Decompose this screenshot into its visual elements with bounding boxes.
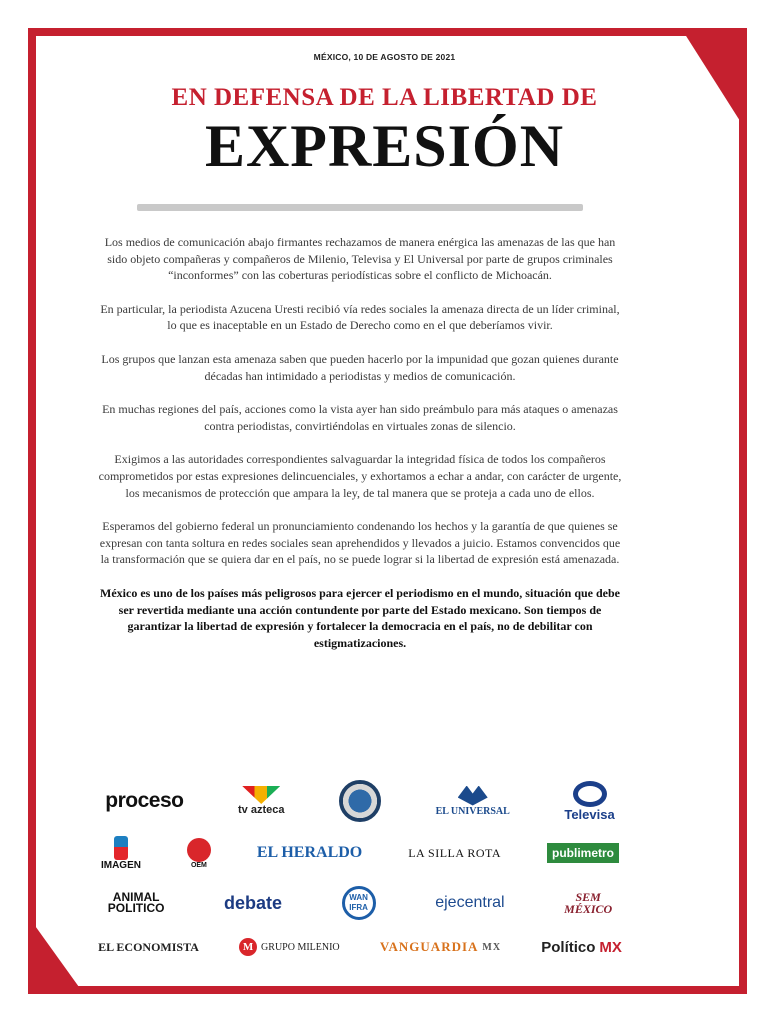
sem-mexico-line-2: MÉXICO xyxy=(564,902,613,916)
animal-politico-line-1: ANIMAL xyxy=(112,890,160,904)
politico-label: Político xyxy=(541,938,596,956)
paragraph-5: Exigimos a las autoridades correspondientes salvaguardar la integridad física de todos los compañeros comprometidos por estas expresiones delincuenciales, y exhortamos a echar a andar, con carácter de urgente, los mecanismos de protección que ampara la ley, de tal manera que se proteja a cada uno de ellos. xyxy=(98,452,622,500)
logo-el-universal xyxy=(436,786,510,817)
politico-mx-label: MX xyxy=(599,938,622,956)
imagen-label: IMAGEN xyxy=(100,859,141,871)
logo-row-3 xyxy=(78,880,642,926)
logo-el-heraldo: EL HERALDO xyxy=(256,844,363,861)
televisa-eye-icon xyxy=(573,781,607,807)
date-line: MÉXICO, 10 DE AGOSTO DE 2021 xyxy=(313,52,456,62)
logo-imagen xyxy=(101,836,141,871)
logo-animal-politico xyxy=(108,892,165,914)
grupo-milenio-label: GRUPO MILENIO xyxy=(261,941,340,953)
logo-politico-mx xyxy=(541,939,622,956)
tv-azteca-label: tv azteca xyxy=(238,804,285,816)
logo-vanguardia xyxy=(380,939,501,955)
el-universal-label: EL UNIVERSAL xyxy=(435,805,510,817)
vanguardia-label: VANGUARDIA xyxy=(379,939,479,954)
closing-paragraph: México es uno de los países más peligrosos para ejercer el periodismo en el mundo, situación que debe ser revertida mediante una acción contundente por parte del Estado mexicano. Son tiempos de garantizar la libertad de expresión y fortalecer la democracia en el país, no de debilitar con estigmatizaciones. xyxy=(100,585,620,650)
paragraph-3: Los grupos que lanzan esta amenaza saben que pueden hacerlo por la impunidad que gozan quienes durante décadas han intimidado a periodistas y medios de comunicación. xyxy=(101,351,619,383)
title-line-1: EN DEFENSA DE LA LIBERTAD DE xyxy=(171,84,598,111)
paragraph-6: Esperamos del gobierno federal un pronunciamiento condenando los hechos y la garantía de que quienes se expresan con tanta soltura en redes sociales sean aprehendidos y llevados a juicio. Estamos convencidos que la transformación que se quiera dar en el país, no se puede lograr si la libertad de expresión está amenazada. xyxy=(99,519,621,567)
corner-accent-bottom-left xyxy=(28,916,84,994)
animal-politico-line-2: POLITICO xyxy=(107,901,165,915)
eagle-icon xyxy=(458,786,488,806)
logo-seal xyxy=(339,780,381,822)
logo-la-silla-rota: LA SILLA ROTA xyxy=(408,845,502,860)
logo-wan-ifra: WAN IFRA xyxy=(342,886,376,920)
vanguardia-mx-label: MX xyxy=(482,941,502,953)
logo-el-economista: EL ECONOMISTA xyxy=(98,939,199,954)
oem-label: OEM xyxy=(190,861,207,869)
logo-tv-azteca xyxy=(238,786,284,816)
statement-body xyxy=(96,234,624,668)
logo-grupo-milenio xyxy=(239,938,340,956)
logo-eje-central: ejecentral xyxy=(435,894,505,911)
logo-row-2 xyxy=(78,830,642,876)
logo-row-4 xyxy=(78,930,642,964)
paragraph-1: Los medios de comunicación abajo firmantes rechazamos de manera enérgica las amenazas de las que han sido objeto compañeras y compañeros de Milenio, Televisa y El Universal por parte de grupos criminales “inconformes” con las coberturas periodísticas sobre el conflicto de Michoacán. xyxy=(104,235,616,283)
milenio-m-icon: M xyxy=(239,938,257,956)
logo-proceso: proceso xyxy=(105,789,184,812)
logo-sem-mexico xyxy=(564,891,612,915)
logo-oem xyxy=(187,838,211,869)
logo-debate: debate xyxy=(224,892,283,913)
divider-rule xyxy=(137,204,583,211)
oem-sun-icon xyxy=(187,838,211,862)
logo-publimetro: publimetro xyxy=(547,843,619,863)
imagen-mark-icon xyxy=(114,836,128,860)
tv-azteca-mark-icon xyxy=(242,786,280,804)
sem-mexico-line-1: SEM xyxy=(575,890,601,904)
title-line-2: EXPRESIÓN xyxy=(204,113,565,179)
logo-televisa xyxy=(564,781,614,822)
paragraph-4: En muchas regiones del país, acciones como la vista ayer han sido preámbulo para más ataques o amenazas contra periodistas, convirtiéndolas en virtuales zonas de silencio. xyxy=(102,402,618,433)
paragraph-2: En particular, la periodista Azucena Uresti recibió vía redes sociales la amenaza directa de un líder criminal, lo que es inaceptable en un Estado de Derecho como en el que deberíamos vivir. xyxy=(100,301,620,333)
globe-seal-icon xyxy=(339,780,381,822)
logo-row-1 xyxy=(78,776,642,826)
televisa-label: Televisa xyxy=(564,806,615,822)
